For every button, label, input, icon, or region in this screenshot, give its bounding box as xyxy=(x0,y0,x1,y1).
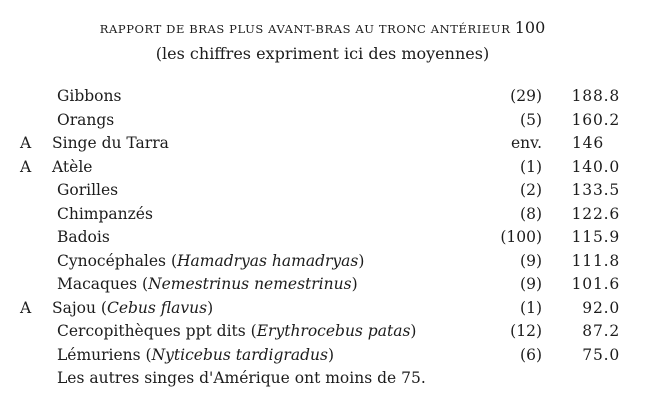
row-value: 87.2 xyxy=(582,322,620,340)
table-title-text: RAPPORT DE BRAS PLUS AVANT-BRAS AU TRONC ANTÉRIEUR xyxy=(99,22,511,36)
row-name xyxy=(52,156,92,178)
table-row xyxy=(0,297,645,319)
row-scientific-name: Hamadryas hamadryas xyxy=(177,251,359,270)
row-name: Macaques (Nemestrinus nemestrinus) xyxy=(57,275,358,293)
row-common-name: Gibbons xyxy=(57,87,122,105)
row-marker: A xyxy=(20,298,32,317)
row-value: 140.0 xyxy=(571,157,620,176)
row-count: (12) xyxy=(510,322,542,340)
table-row xyxy=(0,344,645,366)
row-common-name: Chimpanzés xyxy=(57,204,153,223)
row-common-name: Gorilles xyxy=(57,181,119,199)
row-scientific-name: Cebus flavus xyxy=(106,298,208,317)
row-count: (9) xyxy=(520,275,542,293)
row-scientific-name: Nyticebus tardigradus xyxy=(151,345,328,364)
row-name: Lémuriens (Nyticebus tardigradus) xyxy=(57,345,335,364)
row-common-name: Cercopithèques ppt dits xyxy=(57,322,246,340)
row-common-name: Macaques xyxy=(57,275,138,293)
row-common-name: Badois xyxy=(57,228,110,246)
table-row xyxy=(0,109,645,131)
row-name xyxy=(52,132,169,154)
table-row xyxy=(0,203,645,225)
row-name xyxy=(57,85,121,107)
row-marker: A xyxy=(20,134,32,152)
row-value: 101.6 xyxy=(571,275,620,293)
row-marker: A xyxy=(20,157,32,176)
row-value: 188.8 xyxy=(571,87,620,105)
row-common-name: Orangs xyxy=(57,110,115,129)
table-row xyxy=(0,320,645,342)
row-value: 92.0 xyxy=(582,298,620,317)
row-count: (2) xyxy=(520,181,542,199)
table-title xyxy=(0,18,645,37)
row-name xyxy=(57,109,114,131)
table-row xyxy=(0,250,645,272)
row-count: (29) xyxy=(510,87,542,105)
table-row xyxy=(0,273,645,295)
row-count: (5) xyxy=(520,110,542,129)
footer-note: Les autres singes d'Amérique ont moins de 75. xyxy=(57,369,426,387)
row-name: Cercopithèques ppt dits (Erythrocebus patas) xyxy=(57,322,417,340)
row-count: (9) xyxy=(520,251,542,270)
row-count: (1) xyxy=(520,157,542,176)
row-value: 75.0 xyxy=(582,345,620,364)
table-subtitle: (les chiffres expriment ici des moyennes) xyxy=(155,44,490,63)
row-common-name: Singe du Tarra xyxy=(52,134,169,152)
row-scientific-name: Nemestrinus nemestrinus xyxy=(148,275,352,293)
row-value: 133.5 xyxy=(571,181,620,199)
table-title-number: 100 xyxy=(514,18,546,37)
row-count: (6) xyxy=(520,345,542,364)
row-count: env. xyxy=(511,134,542,152)
row-name xyxy=(57,203,153,225)
row-name xyxy=(57,179,118,201)
row-name xyxy=(57,226,110,248)
row-name: Cynocéphales (Hamadryas hamadryas) xyxy=(57,251,365,270)
row-scientific-name: Erythrocebus patas xyxy=(256,322,411,340)
row-common-name: Cynocéphales xyxy=(57,251,167,270)
row-count: (100) xyxy=(500,228,542,246)
row-value: 122.6 xyxy=(571,204,620,223)
table-row xyxy=(0,226,645,248)
row-value: 146 xyxy=(572,134,604,152)
row-value: 160.2 xyxy=(571,110,620,129)
row-common-name: Lémuriens xyxy=(57,345,141,364)
row-value: 111.8 xyxy=(571,251,620,270)
row-common-name: Atèle xyxy=(52,157,93,176)
table-row xyxy=(0,179,645,201)
table-row xyxy=(0,85,645,107)
row-name: Sajou (Cebus flavus) xyxy=(52,298,214,317)
table-row xyxy=(0,132,645,154)
row-common-name: Sajou xyxy=(52,298,96,317)
row-count: (1) xyxy=(520,298,542,317)
row-count: (8) xyxy=(520,204,542,223)
table-row xyxy=(0,156,645,178)
row-value: 115.9 xyxy=(571,228,620,246)
